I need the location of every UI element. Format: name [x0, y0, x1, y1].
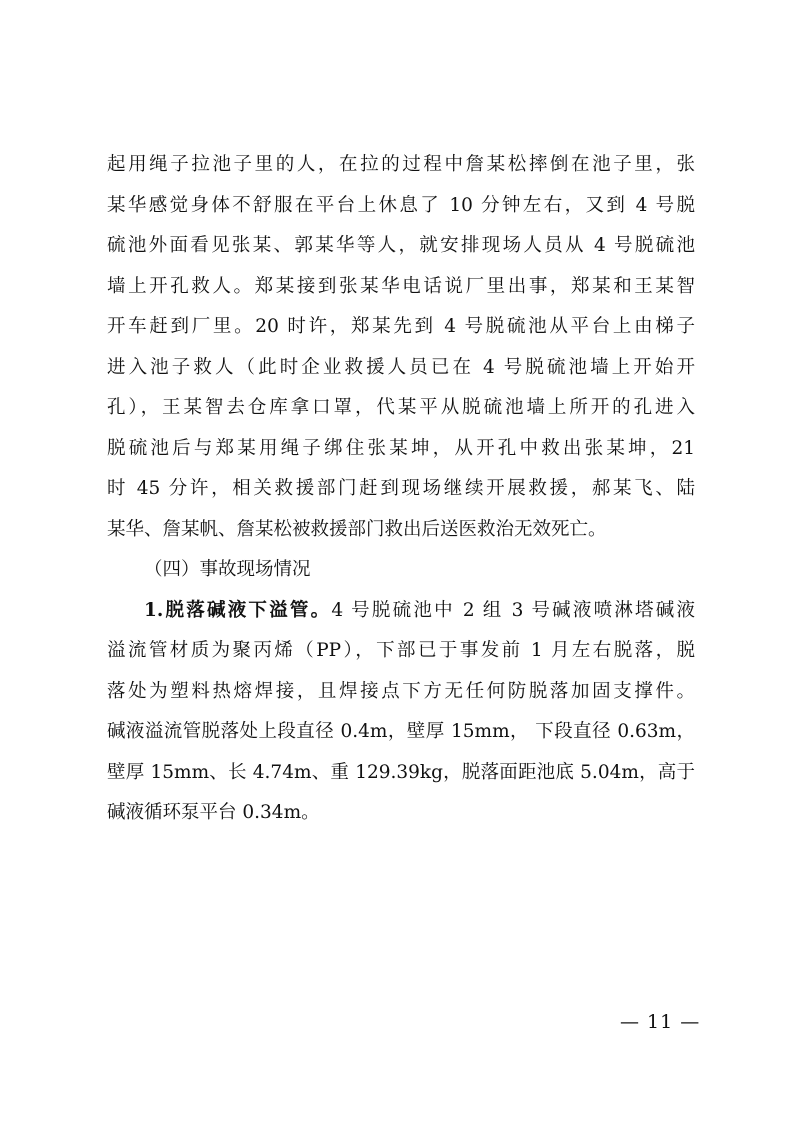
- text-line: 碱液循环泵平台 0.34m。: [107, 802, 320, 823]
- rescue-paragraph: [107, 145, 695, 550]
- text-line: 某华感觉身体不舒服在平台上休息了 10 分钟左右，又到 4 号脱: [107, 194, 695, 216]
- item-lead: 1.脱落碱液下溢管。: [144, 599, 332, 621]
- section-heading: （四）事故现场情况: [144, 559, 311, 580]
- text-line: 硫池外面看见张某、郭某华等人，就安排现场人员从 4 号脱硫池: [107, 235, 695, 256]
- text-line: 脱硫池后与郑某用绳子绑住张某坤，从开孔中救出张某坤，21: [107, 437, 695, 459]
- text-line: 时 45 分许，相关救援部门赶到现场继续开展救援，郝某飞、陆: [107, 478, 695, 499]
- text-line: 进入池子救人（此时企业救援人员已在 4 号脱硫池墙上开始开: [107, 356, 695, 378]
- text-line: 孔），王某智去仓库拿口罩，代某平从脱硫池墙上所开的孔进入: [107, 397, 695, 418]
- text-line: 溢流管材质为聚丙烯（PP），下部已于事发前 1 月左右脱落，脱: [107, 640, 695, 661]
- text-line: 某华、詹某帆、詹某松被救援部门救出后送医救治无效死亡。: [107, 518, 607, 540]
- page-number: — 11 —: [620, 1011, 701, 1033]
- text-line: 落处为塑料热熔焊接，且焊接点下方无任何防脱落加固支撑件。: [107, 680, 695, 702]
- text-line: 碱液溢流管脱落处上段直径 0.4m，壁厚 15mm， 下段直径 0.63m，: [107, 721, 695, 742]
- document-body: [107, 145, 695, 834]
- text-line: 壁厚 15mm、长 4.74m、重 129.39kg，脱落面距池底 5.04m，高于: [107, 761, 695, 783]
- item-lead-rest: 4 号脱硫池中 2 组 3 号碱液喷淋塔碱液: [331, 599, 695, 621]
- text-line-first: [107, 591, 695, 632]
- text-line: 墙上开孔救人。郑某接到张某华电话说厂里出事，郑某和王某智: [107, 275, 695, 297]
- scene-paragraph: [107, 591, 695, 834]
- text-line: 起用绳子拉池子里的人，在拉的过程中詹某松摔倒在池子里，张: [107, 154, 695, 175]
- text-line: 开车赶到厂里。20 时许，郑某先到 4 号脱硫池从平台上由梯子: [107, 316, 695, 337]
